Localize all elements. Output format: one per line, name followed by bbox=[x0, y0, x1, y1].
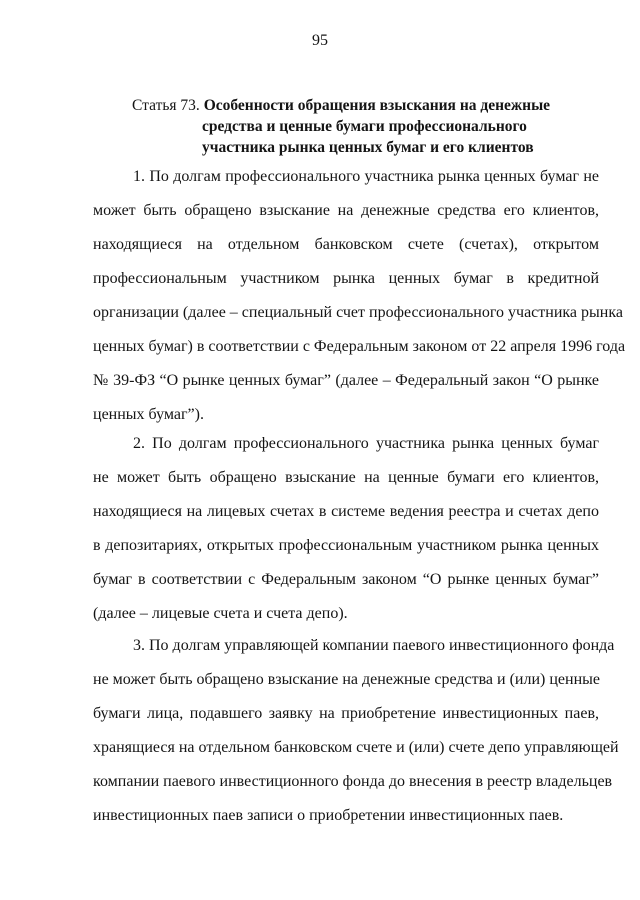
article-heading bbox=[132, 95, 572, 158]
paragraph-line: (далее – лицевые счета и счета депо). bbox=[93, 605, 348, 622]
paragraph-line: ценных бумаг”). bbox=[93, 406, 204, 423]
paragraph-line: в депозитариях, открытых профессиональным участником рынка ценных bbox=[93, 537, 599, 554]
paragraph-line: ценных бумаг) в соответствии с Федеральным законом от 22 апреля 1996 года bbox=[93, 338, 626, 355]
paragraph-line: находящиеся на лицевых счетах в системе ведения реестра и счетах депо bbox=[93, 503, 599, 520]
paragraph-line: бумаг в соответствии с Федеральным законом “О рынке ценных бумаг” bbox=[93, 571, 599, 588]
paragraph-line: может быть обращено взыскание на денежные средства его клиентов, bbox=[93, 202, 599, 219]
paragraph-1 bbox=[93, 166, 626, 438]
paragraph-line: не может быть обращено взыскание на ценные бумаги его клиентов, bbox=[93, 469, 599, 486]
paragraph-line: хранящиеся на отдельном банковском счете и (или) счете депо управляющей bbox=[93, 739, 619, 756]
paragraph-line: 2. По долгам профессионального участника рынка ценных бумаг bbox=[133, 435, 599, 452]
paragraph-line: компании паевого инвестиционного фонда до внесения в реестр владельцев bbox=[93, 773, 613, 790]
page-number: 95 bbox=[312, 32, 328, 49]
paragraph-line: бумаги лица, подавшего заявку на приобретение инвестиционных паев, bbox=[93, 705, 599, 722]
article-title-line: участника рынка ценных бумаг и его клиентов bbox=[202, 139, 534, 156]
paragraph-line: организации (далее – специальный счет профессионального участника рынка bbox=[93, 304, 623, 321]
paragraph-line: инвестиционных паев записи о приобретении инвестиционных паев. bbox=[93, 807, 564, 824]
paragraph-line: профессиональным участником рынка ценных бумаг в кредитной bbox=[93, 270, 599, 287]
paragraph-line: 1. По долгам профессионального участника рынка ценных бумаг не bbox=[133, 168, 599, 185]
paragraph-line: не может быть обращено взыскание на денежные средства и (или) ценные bbox=[93, 671, 600, 688]
article-label: Статья 73. bbox=[132, 97, 200, 114]
article-heading-line-1 bbox=[132, 95, 572, 116]
paragraph-line: находящиеся на отдельном банковском счете (счетах), открытом bbox=[93, 236, 599, 253]
article-title-line: Особенности обращения взыскания на денежные bbox=[203, 97, 551, 114]
paragraph-3 bbox=[93, 635, 619, 839]
paragraph-2 bbox=[93, 433, 599, 637]
article-title-line: средства и ценные бумаги профессионального bbox=[202, 118, 527, 135]
paragraph-line: 3. По долгам управляющей компании паевого инвестиционного фонда bbox=[133, 637, 615, 654]
paragraph-line: № 39-ФЗ “О рынке ценных бумаг” (далее – Федеральный закон “О рынке bbox=[93, 372, 599, 389]
